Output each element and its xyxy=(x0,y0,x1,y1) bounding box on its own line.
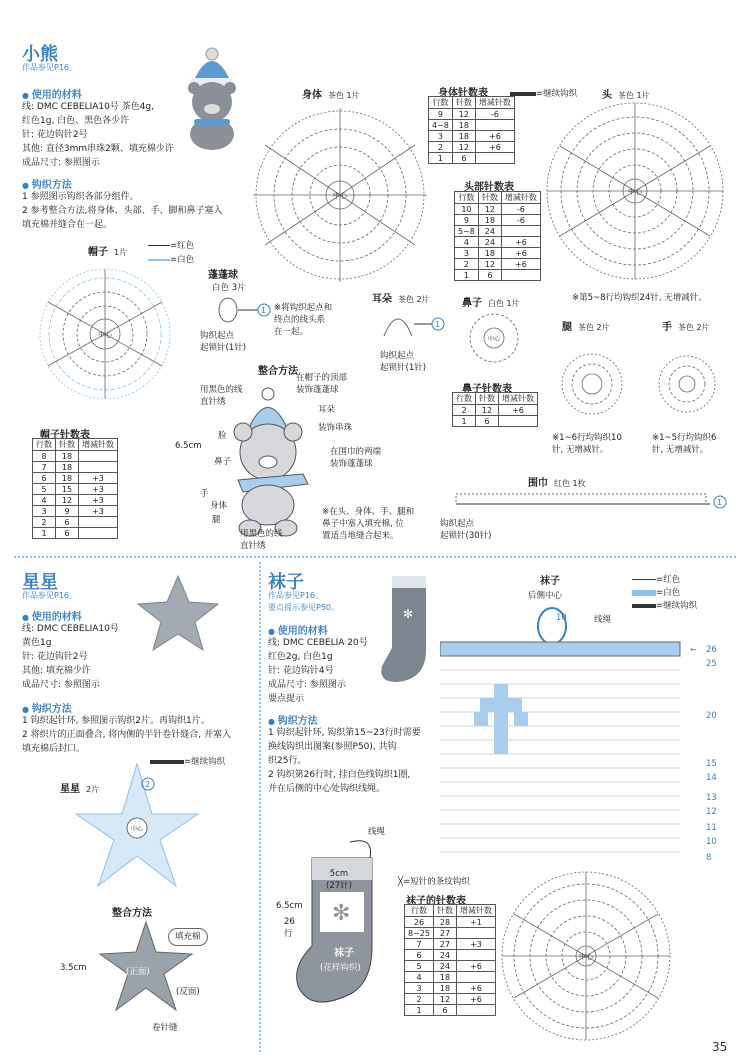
svg-text:✻: ✻ xyxy=(403,607,414,621)
star-ref: 作品参见P16。 xyxy=(22,591,78,600)
star-legend: =继续钩织 xyxy=(150,756,225,768)
material-line: 其他: 填充棉少许 xyxy=(22,666,91,676)
sock-dim-top: 5cm (27针) xyxy=(326,869,352,891)
sock-table-title: 袜子的针数表 xyxy=(406,896,466,907)
scarf-note: 钩织起点 起锁针(30针) xyxy=(440,519,492,541)
star-title: 星星 xyxy=(22,572,58,593)
material-line: 其他: 直径3mm串珠2颗、填充棉少许 xyxy=(22,144,174,154)
label-back: (反面) xyxy=(176,987,200,997)
hat-table: 行数 针数 增减针数 8 18 7 18 6 18 +3 5 15 +3 4 12 +3 3 9 +3 2 6 1 6 xyxy=(32,438,118,539)
star-assembly-title: 整合方法 xyxy=(112,908,152,919)
row-mark-20: 20 xyxy=(706,711,717,721)
material-line: 线: DMC CEBELIA 20号 xyxy=(268,638,368,648)
table-row: 1 6 xyxy=(455,270,541,281)
table-row: 7 18 xyxy=(33,462,118,473)
svg-text:1: 1 xyxy=(717,498,723,507)
body-diagram xyxy=(245,100,435,288)
bear-materials-header: ● 使用的材料 xyxy=(22,86,82,101)
table-row: 8~25 27 xyxy=(405,928,496,939)
table-row: 5 15 +3 xyxy=(33,484,118,495)
table-row: 2 12 +6 xyxy=(405,994,496,1005)
sock-schematic xyxy=(290,836,410,1026)
row-mark-13: 13 xyxy=(706,793,717,803)
ear-label: 耳朵 茶色 2片 xyxy=(372,294,430,305)
pompom-label: 蓬蓬球 xyxy=(208,270,238,281)
table-row: 1 6 xyxy=(33,528,118,539)
svg-text:中心: 中心 xyxy=(488,336,501,343)
row-mark-15: 15 xyxy=(706,759,717,769)
table-row: 3 18 +6 xyxy=(429,131,515,142)
star-method-header: ● 钩织方法 xyxy=(22,700,72,715)
pompom-tie-note: ※将钩织起点和 终点的线头系 在一起。 xyxy=(274,303,333,337)
sock-ref: 作品参见P16。 xyxy=(268,591,324,600)
head-table-title: 头部针数表 xyxy=(464,182,514,193)
label-leg: 腿 xyxy=(212,515,221,525)
material-line: 针: 花边钩针2号 xyxy=(22,130,88,140)
svg-text:2: 2 xyxy=(145,780,151,789)
ear-diagram xyxy=(380,306,450,342)
bear-height: 6.5cm xyxy=(175,441,202,451)
head-table: 行数 针数 增减针数 10 12 -6 9 18 -6 5~8 24 4 24 +6 3 18 +6 2 12 +6 1 6 xyxy=(454,191,541,281)
star-diagram-label: 星星 2片 xyxy=(60,784,100,795)
table-row: 5 24 +6 xyxy=(405,961,496,972)
table-row: 1 6 xyxy=(429,153,515,164)
material-line: 黄色1g xyxy=(22,638,52,648)
table-row: 4~8 18 xyxy=(429,120,515,131)
method-line: 填充棉并缝合在一起。 xyxy=(22,220,113,230)
material-line: 成品尺寸: 参照图示 xyxy=(268,680,346,690)
material-line: 线: DMC CEBELIA10号 xyxy=(22,624,119,634)
column-divider xyxy=(259,562,261,1052)
star-method xyxy=(22,714,254,756)
sock-short-note: ╳=短针的条纹钩织 xyxy=(398,877,470,887)
table-row: 4 24 +6 xyxy=(455,237,541,248)
label-scarf: 在围巾的两端 装饰蓬蓬球 xyxy=(330,447,382,469)
sock-rows: 26 行 xyxy=(284,917,295,939)
star-photo xyxy=(132,572,224,654)
table-row: 26 28 +1 xyxy=(405,917,496,928)
sock-method-header: ● 钩织方法 xyxy=(268,712,318,727)
head-note: ※第5~8行均钩织24针, 无增减针。 xyxy=(572,293,707,303)
label-pompom-top: 在帽子的顶部 装饰蓬蓬球 xyxy=(296,373,348,395)
nose-table: 行数 针数 增减针数 2 12 +6 1 6 xyxy=(452,392,538,427)
sock-chart-center: 后侧中心 xyxy=(528,591,563,601)
sock-chart-label: 袜子 xyxy=(540,576,560,587)
hand-note: ※1~5行均钩织6 针, 无增减针。 xyxy=(652,433,717,455)
sock-chart-rope: 线绳 xyxy=(594,615,612,625)
hat-label: 帽子 1片 xyxy=(88,247,128,258)
sock-table: 行数 针数 增减针数 26 28 +1 8~25 27 7 27 +3 6 24 5 24 +6 4 18 3 18 +6 2 12 +6 1 6 xyxy=(404,904,496,1016)
ear-note: 钩织起点 起锁针(1针) xyxy=(380,351,427,373)
table-row: 3 9 +3 xyxy=(33,506,118,517)
svg-text:中心: 中心 xyxy=(333,192,347,200)
table-row: 6 18 +3 xyxy=(33,473,118,484)
material-line: 线: DMC CEBELIA10号 茶色4g, xyxy=(22,102,155,112)
chart-mark-10: 10 xyxy=(556,613,567,623)
method-line: 1 参照图示钩织各部分组件。 xyxy=(22,192,139,202)
table-row: 1 6 xyxy=(405,1005,496,1016)
sock-toe-diagram xyxy=(498,868,674,1044)
sock-schematic-sub: (花样钩织) xyxy=(320,963,361,973)
svg-text:中心: 中心 xyxy=(98,331,112,339)
bear-method-header: ● 钩织方法 xyxy=(22,176,72,191)
table-row: 7 27 +3 xyxy=(405,939,496,950)
bear-ref: 作品参见P16。 xyxy=(22,63,78,72)
hat-diagram xyxy=(30,264,180,404)
svg-text:中心: 中心 xyxy=(628,188,642,196)
scarf-diagram xyxy=(448,488,733,516)
label-bead: 装饰串珠 xyxy=(318,423,353,433)
label-face: 脸 xyxy=(218,431,227,441)
method-line: 2 参考整合方法,将身体、头部、手、脚和鼻子塞入 xyxy=(22,206,223,216)
row-mark-11: 11 xyxy=(706,823,717,833)
table-row: 3 18 +6 xyxy=(455,248,541,259)
bear-assembly-note: ※在头、身体、手、腿和 鼻子中塞入填充棉, 位 置适当地缝合起来。 xyxy=(322,507,415,541)
label-nose: 鼻子 xyxy=(214,457,232,467)
bear-materials xyxy=(22,100,182,170)
label-body: 身体 xyxy=(210,501,228,511)
svg-text:✻: ✻ xyxy=(332,901,351,926)
bear-assembly-title: 整合方法 xyxy=(258,366,298,377)
label-ear: 耳朵 xyxy=(318,405,336,415)
head-diagram xyxy=(542,98,728,284)
section-divider xyxy=(14,556,736,558)
hand-diagram xyxy=(652,334,722,428)
body-table: 行数 针数 增减针数 9 12 -6 4~8 18 3 18 +6 2 12 +6 1 6 xyxy=(428,96,515,164)
bear-method xyxy=(22,190,252,232)
label-mouth: 用黑色的线 直针绣 xyxy=(240,529,283,551)
svg-text:中心: 中心 xyxy=(131,826,144,833)
label-hand: 手 xyxy=(200,489,209,499)
table-row: 9 18 -6 xyxy=(455,215,541,226)
label-eye: 用黑色的线 直针绣 xyxy=(200,385,243,407)
star-materials xyxy=(22,622,119,692)
pompom-diagram xyxy=(214,296,274,324)
bear-title: 小熊 xyxy=(22,44,58,65)
page-number: 35 xyxy=(712,1040,728,1054)
material-line: 红色2g, 白色1g xyxy=(268,652,333,662)
body-legend: =继续钩织 xyxy=(510,88,577,100)
sock-ref2: 要点提示参见P50。 xyxy=(268,603,340,612)
sock-chart xyxy=(440,600,740,874)
bear-photo xyxy=(172,42,250,152)
head-label: 头 茶色 1片 xyxy=(602,90,650,101)
star-height: 3.5cm xyxy=(60,963,87,973)
hat-table-title: 帽子针数表 xyxy=(40,430,90,441)
star-diagram xyxy=(72,758,202,890)
sock-schematic-label: 袜子 xyxy=(334,948,354,959)
method-line: 1 钩织起针环, 钩织第15~23行时需要 xyxy=(268,728,421,738)
table-row: 4 18 xyxy=(405,972,496,983)
table-row: 4 12 +3 xyxy=(33,495,118,506)
table-row: 1 6 xyxy=(453,416,538,427)
star-materials-header: ● 使用的材料 xyxy=(22,608,82,623)
row-mark-12: 12 xyxy=(706,807,717,817)
table-row: 2 12 +6 xyxy=(453,405,538,416)
sock-photo xyxy=(376,570,436,688)
nose-table-title: 鼻子针数表 xyxy=(462,384,512,395)
sock-dim-height: 6.5cm xyxy=(276,901,303,911)
material-line: 红色1g, 白色、黑色各少许 xyxy=(22,116,130,126)
material-line: 针: 花边钩针4号 xyxy=(268,666,334,676)
label-stuffing: 填充棉 xyxy=(168,928,208,946)
svg-text:1: 1 xyxy=(435,320,441,329)
hat-legend-white: =白色 xyxy=(148,254,194,266)
table-row: 3 18 +6 xyxy=(405,983,496,994)
pompom-start-note: 钩织起点 起锁针(1针) xyxy=(200,331,247,353)
method-line: 1 钩织起针环, 参照图示钩织2片。再钩织1片。 xyxy=(22,716,210,726)
sock-materials xyxy=(268,636,368,706)
method-line: 填充棉后封口。 xyxy=(22,744,86,754)
table-row: 9 12 -6 xyxy=(429,109,515,120)
sock-rope-label: 线绳 xyxy=(368,827,386,837)
sock-method xyxy=(268,726,438,796)
label-seam: 卷针缝 xyxy=(152,1023,178,1033)
method-line: 2 钩织第26行时, 挂白色线钩织1圈, xyxy=(268,770,411,780)
sock-title: 袜子 xyxy=(268,572,304,593)
body-table-title: 身体针数表 xyxy=(438,88,488,99)
leg-diagram xyxy=(560,334,624,428)
nose-diagram xyxy=(464,308,524,368)
table-row: 2 12 +6 xyxy=(429,142,515,153)
method-line: 织25行。 xyxy=(268,756,307,766)
chart-legend-red: =红色 xyxy=(632,574,680,586)
body-label: 身体 茶色 1片 xyxy=(302,90,360,101)
label-front: (正面) xyxy=(126,967,150,977)
material-line: 针: 花边钩针2号 xyxy=(22,652,88,662)
hat-legend-red: =红色 xyxy=(148,240,194,252)
material-line: 要点提示 xyxy=(268,694,305,704)
material-line: 成品尺寸: 参照图示 xyxy=(22,680,100,690)
table-row: 2 6 xyxy=(33,517,118,528)
table-row: 8 18 xyxy=(33,451,118,462)
material-line: 成品尺寸: 参照图示 xyxy=(22,158,100,168)
method-line: 换线钩织出图案(参照P50), 共钩 xyxy=(268,742,397,752)
table-row: 2 12 +6 xyxy=(455,259,541,270)
method-line: 并在后侧的中心处钩织线绳。 xyxy=(268,784,386,794)
leg-label: 腿 茶色 2片 xyxy=(562,322,610,333)
chart-legend-cont: =继续钩织 xyxy=(632,600,697,612)
table-row: 5~8 24 xyxy=(455,226,541,237)
row-mark-14: 14 xyxy=(706,773,717,783)
method-line: 2 将织片的正面叠合, 将内侧的半针卷针缝合, 并塞入 xyxy=(22,730,232,740)
svg-text:←: ← xyxy=(690,645,697,654)
nose-label: 鼻子 白色 1片 xyxy=(462,298,520,309)
sock-materials-header: ● 使用的材料 xyxy=(268,622,328,637)
table-row: 10 12 -6 xyxy=(455,204,541,215)
row-mark-25: 25 xyxy=(706,659,717,669)
chart-legend-white: =白色 xyxy=(632,587,680,599)
table-row: 6 24 xyxy=(405,950,496,961)
row-mark-8: 8 xyxy=(706,853,712,863)
row-mark-26: 26 xyxy=(706,645,717,655)
pompom-color: 白色 3片 xyxy=(212,283,246,293)
row-mark-10: 10 xyxy=(706,837,717,847)
hand-label: 手 茶色 2片 xyxy=(662,322,710,333)
leg-note: ※1~6行均钩织10 针, 无增减针。 xyxy=(552,433,622,455)
svg-text:1: 1 xyxy=(261,306,267,315)
svg-text:中心: 中心 xyxy=(579,953,593,961)
scarf-label: 围巾 红色 1枚 xyxy=(528,478,586,489)
